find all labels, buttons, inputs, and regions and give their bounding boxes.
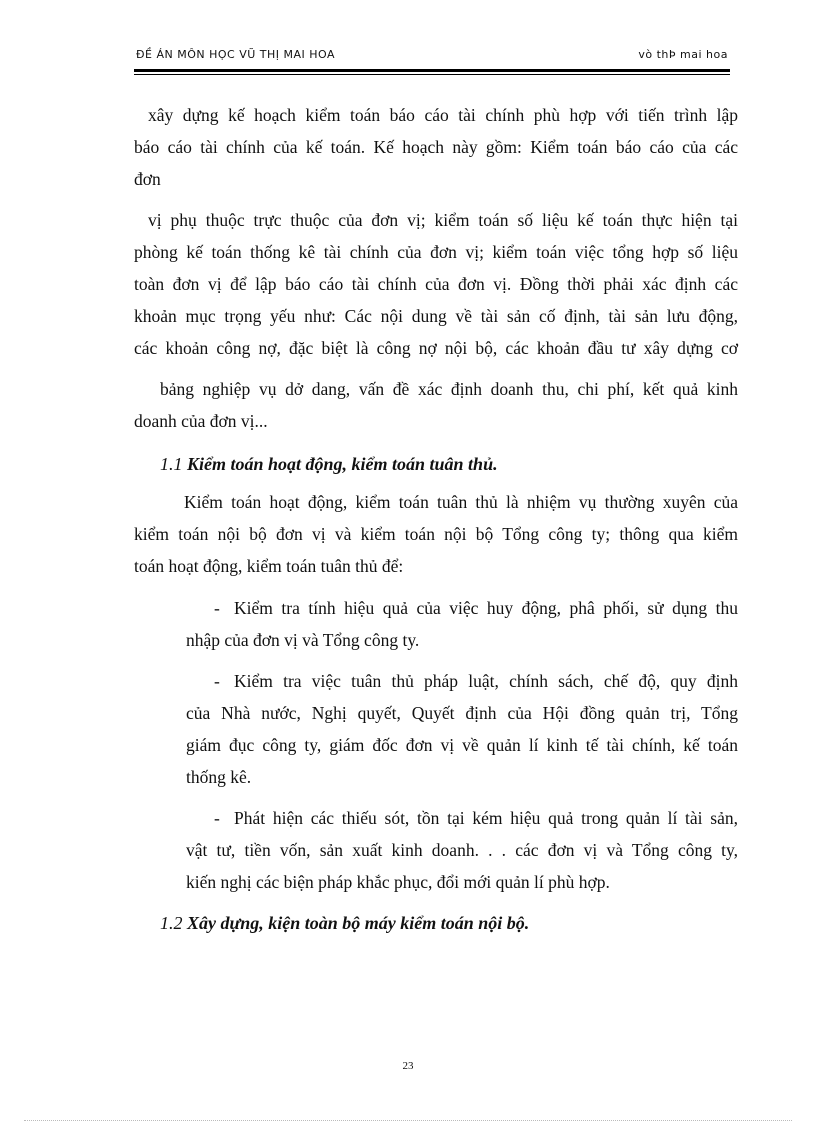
- bullet-line: Kiểm tra tính hiệu quả của việc huy động, phâ phối, sử dụng thu: [234, 598, 738, 618]
- body-line: kiểm toán nội bộ đơn vị và kiểm toán nội bộ Tổng công ty; thông qua kiểm: [134, 524, 738, 544]
- body-line: khoản mục trọng yếu như: Các nội dung về tài sản cố định, tài sản lưu động,: [134, 306, 738, 326]
- bullet-line: nhập của đơn vị và Tổng công ty.: [186, 630, 420, 650]
- bullet-line: kiến nghị các biện pháp khắc phục, đổi mới quản lí phù hợp.: [186, 872, 610, 892]
- section-title: Xây dựng, kiện toàn bộ máy kiểm toán nội bộ.: [187, 913, 530, 933]
- bullet-line: của Nhà nước, Nghị quyết, Quyết định của Hội đồng quản trị, Tổng: [186, 703, 738, 723]
- body-line: bảng nghiệp vụ dở dang, vấn đề xác định doanh thu, chi phí, kết quả kinh: [160, 379, 738, 399]
- header-title: ĐỀ ÁN MÔN HỌC VŨ THỊ MAI HOA: [136, 48, 336, 61]
- section-number: 1.1: [160, 454, 183, 474]
- section-title: Kiểm toán hoạt động, kiểm toán tuân thủ.: [187, 454, 498, 474]
- bullet-line: thống kê.: [186, 767, 252, 787]
- page-header: [134, 48, 730, 64]
- header-rule-thick: [134, 69, 730, 72]
- section-heading-1-1: [160, 454, 498, 475]
- body-line: xây dựng kế hoạch kiểm toán báo cáo tài chính phù hợp với tiến trình lập: [148, 105, 738, 125]
- body-line: phòng kế toán thống kê tài chính của đơn vị; kiểm toán việc tổng hợp số liệu: [134, 242, 738, 262]
- body-line: các khoản công nợ, đặc biệt là công nợ nội bộ, các khoản đầu tư xây dựng cơ: [134, 338, 738, 358]
- page-number: 23: [402, 1060, 414, 1072]
- section-number: 1.2: [160, 913, 183, 933]
- bullet-line: Kiểm tra việc tuân thủ pháp luật, chính sách, chế độ, quy định: [234, 671, 738, 691]
- bullet-marker: -: [214, 598, 220, 618]
- body-line: toàn đơn vị để lập báo cáo tài chính của đơn vị. Đồng thời phải xác định các: [134, 274, 738, 294]
- body-line: báo cáo tài chính của kế toán. Kế hoạch này gồm: Kiểm toán báo cáo của các: [134, 137, 738, 157]
- body-line: Kiểm toán hoạt động, kiểm toán tuân thủ là nhiệm vụ thường xuyên của: [184, 492, 738, 512]
- body-line: vị phụ thuộc trực thuộc của đơn vị; kiểm toán số liệu kế toán thực hiện tại: [148, 210, 738, 230]
- section-heading-1-2: [160, 913, 529, 934]
- bullet-line: Phát hiện các thiếu sót, tồn tại kém hiệu quả trong quản lí tài sản,: [234, 808, 738, 828]
- header-rule-thin: [134, 74, 730, 75]
- bullet-marker: -: [214, 808, 220, 828]
- bullet-line: giám đục công ty, giám đốc đơn vị về quản lí kinh tế tài chính, kế toán: [186, 735, 738, 755]
- body-line: doanh của đơn vị...: [134, 411, 268, 431]
- bullet-line: vật tư, tiền vốn, sản xuất kinh doanh. . . các đơn vị và Tổng công ty,: [186, 840, 738, 860]
- body-line: toán hoạt động, kiểm toán tuân thủ để:: [134, 556, 404, 576]
- page-bottom-rule: [24, 1120, 792, 1121]
- header-author: vò thÞ mai hoa: [638, 48, 728, 61]
- body-line: đơn: [134, 169, 161, 189]
- bullet-marker: -: [214, 671, 220, 691]
